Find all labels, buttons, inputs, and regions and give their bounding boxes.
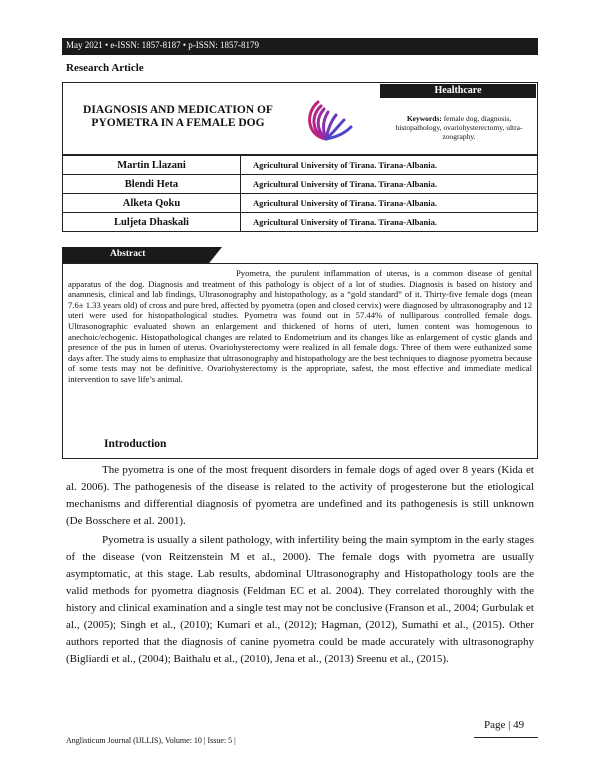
- author-row: [63, 194, 538, 213]
- author-affiliation: Agricultural University of Tirana. Tirana-Albania.: [241, 156, 538, 175]
- author-row: [63, 213, 538, 232]
- intro-paragraph-1: The pyometra is one of the most frequent disorders in female dogs of aged over 8 years (Kida et al. 2006). The pathogenesis of the disease is related to the activity of progesterone but the etiological mechanisms and differential diagnosis of pyometra are undefined and its pathogenesis is still unknown (De Bosschere et al. 2001).: [66, 464, 534, 527]
- authors-table: [62, 155, 538, 232]
- intro-paragraph-2: Pyometra is usually a silent pathology, with infertility being the main symptom in the early stages of the disease (von Reitzenstein M et al., 2000). The female dogs with pyometra are usually asymptomatic, at this stage. Lab results, abdominal Ultrasonography and Histopathology tools are the valid methods for pyometra diagnosis (Feldman EC et al. 2004). They correlated thoroughly with the history and clinical examination and a single test may not be conclusive (Franson et al., 2004; Gurbulak et al., (2005); Singh et al., (2010); Kumari et al., (2012); Hagman, (2012), Sumathi et al., (2015). Other authors reported that the diagnosis of canine pyometra could be made accurately with ultrasonography (Bigliardi et al., (2004); Baithalu et al., (2010), Jena et al., (2013) Sreenu et al., (2015).: [66, 534, 534, 665]
- author-name: Alketa Qoku: [63, 194, 241, 213]
- keywords-text: female dog, diagnosis, histopathology, ovariohysterectomy, ultra-zoography.: [395, 114, 523, 141]
- abstract-label: Abstract: [110, 249, 146, 259]
- article-type: Research Article: [66, 62, 144, 74]
- keywords-label: Keywords:: [406, 114, 442, 123]
- author-name: Blendi Heta: [63, 175, 241, 194]
- author-row: [63, 156, 538, 175]
- page-number: Page | 49: [484, 719, 525, 731]
- journal-logo-icon: [296, 92, 356, 147]
- introduction-heading: Introduction: [104, 438, 167, 450]
- author-name: Luljeta Dhaskali: [63, 213, 241, 232]
- article-title: DIAGNOSIS AND MEDICATION OF PYOMETRA IN A FEMALE DOG: [83, 104, 273, 129]
- keywords: [384, 114, 534, 141]
- journal-footer: Anglisticum Journal (IJLLIS), Volume: 10 | Issue: 5 |: [66, 736, 236, 745]
- issn-header: May 2021 • e-ISSN: 1857-8187 • p-ISSN: 1857-8179: [66, 40, 260, 50]
- category-label: Healthcare: [434, 85, 482, 96]
- author-affiliation: Agricultural University of Tirana. Tirana-Albania.: [241, 175, 538, 194]
- author-affiliation: Agricultural University of Tirana. Tirana-Albania.: [241, 213, 538, 232]
- abstract-text: Pyometra, the purulent inflammation of uterus, is a common disease of genital apparatus of the dog. Diagnosis and treatment of this pathology is object of a lot of studies. Diagnosis is based on history and anamnesis, clinical and lab findings, Ultrasonography and histopathology, as a “gold standard” of it. Thirty-five female dogs (mean 7.6± 1.33 years old) of cross and pure bred, affected by pyometra (open and closed cervix) were diagnosed by ultrasonography and 12 uteri were used for histopathological studies. Pyometra was found out in 57.44% of nulliparous controlled female dogs. Ultrasonographic evaluated shown an enlargement and thickened of horns of uteri, lumen content was homogenous to anechoic/echogenic. Histopathological changes are related to Endometrium and its changes like as enlargement of cystic glands and presence of the pus in lumen of uterus. Ovariohysterectomy were realized in all female dogs. Three of them were euthanized some days after. The study aims to emphasize that ultrasonography and histopathology are the best techniques to diagnose pyometra because of some tests may not be definitive. Ovariohysterectomy is the appropriate, safest, the most effective and immediate medical intervention to save life’s animal.: [68, 268, 532, 384]
- footer-divider: [474, 737, 538, 738]
- author-name: Martin Llazani: [63, 156, 241, 175]
- author-row: [63, 175, 538, 194]
- author-affiliation: Agricultural University of Tirana. Tirana-Albania.: [241, 194, 538, 213]
